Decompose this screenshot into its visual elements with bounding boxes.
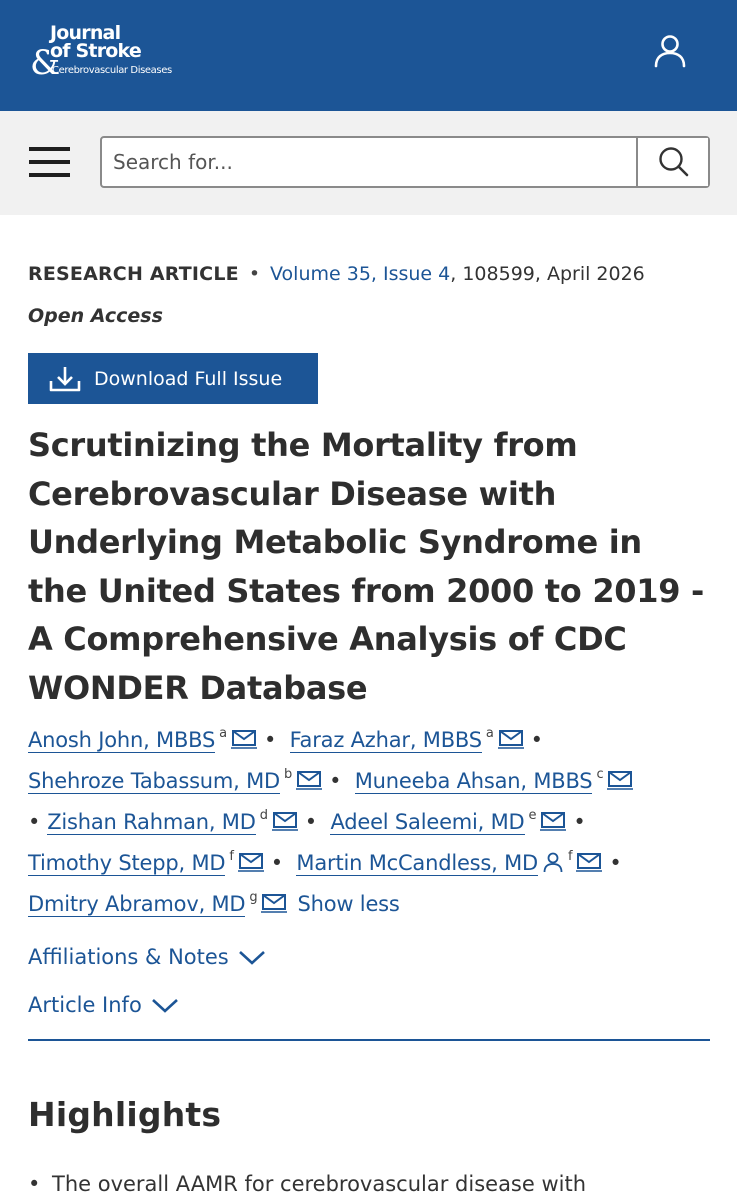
affiliation-sup[interactable]: b: [284, 767, 293, 782]
affiliation-sup[interactable]: a: [485, 726, 494, 741]
meta-separator: •: [248, 263, 261, 285]
download-label: Download Full Issue: [94, 367, 283, 390]
author-name-link[interactable]: Zishan Rahman, MD: [47, 810, 256, 834]
email-icon[interactable]: [272, 811, 298, 831]
email-icon[interactable]: [231, 729, 257, 749]
highlights-heading: Highlights: [28, 1095, 222, 1134]
author-separator: •: [530, 728, 543, 752]
article-title: Scrutinizing the Mortality from Cerebrovascular Disease with Underlying Metabolic Syndrome in the United States from 2000 to 2019 - A Comprehensive Analysis of CDC WONDER Database: [28, 426, 705, 707]
author-name-link[interactable]: Faraz Azhar, MBBS: [289, 728, 482, 752]
search-button[interactable]: [636, 138, 708, 186]
bullet: •: [28, 1172, 41, 1196]
affiliation-sup[interactable]: e: [528, 808, 537, 823]
author-separator: •: [28, 810, 41, 834]
affiliation-sup[interactable]: f: [229, 849, 234, 864]
user-icon: [651, 32, 689, 70]
logo-ampersand: &: [30, 43, 61, 83]
search-icon: [638, 138, 710, 186]
email-icon[interactable]: [261, 893, 287, 913]
logo-line-3: Cerebrovascular Diseases: [52, 65, 172, 76]
email-icon[interactable]: [498, 729, 524, 749]
author-name-link[interactable]: Timothy Stepp, MD: [28, 851, 226, 875]
author-item: [290, 728, 524, 752]
affiliations-label: Affiliations & Notes: [28, 945, 229, 969]
search-box: [100, 136, 710, 188]
search-input[interactable]: [102, 138, 636, 186]
author-separator: •: [329, 769, 342, 793]
author-item: [330, 810, 566, 834]
article-meta: [28, 263, 645, 285]
chevron-down-icon: [237, 947, 267, 967]
author-name-link[interactable]: Adeel Saleemi, MD: [330, 810, 525, 834]
corresponding-author-icon[interactable]: [542, 851, 564, 873]
author-separator: •: [270, 851, 283, 875]
search-bar: [0, 111, 737, 215]
email-icon[interactable]: [238, 852, 264, 872]
chevron-down-icon: [150, 995, 180, 1015]
open-access-label: Open Access: [28, 305, 163, 327]
author-item: [28, 851, 264, 875]
article-info-toggle[interactable]: [28, 993, 180, 1017]
user-account-button[interactable]: [651, 32, 689, 70]
author-name-link[interactable]: Martin McCandless, MD: [296, 851, 539, 875]
author-item: [28, 892, 287, 916]
email-icon[interactable]: [296, 770, 322, 790]
email-icon[interactable]: [540, 811, 566, 831]
top-header: [0, 0, 737, 111]
affiliation-sup[interactable]: a: [219, 726, 227, 741]
author-item: [28, 728, 257, 752]
author-item: [296, 851, 602, 875]
author-list: [28, 720, 718, 925]
author-item: [47, 810, 298, 834]
author-name-link[interactable]: Anosh John, MBBS: [28, 728, 216, 752]
highlight-item: [28, 1172, 586, 1196]
author-name-link[interactable]: Shehroze Tabassum, MD: [28, 769, 281, 793]
volume-link[interactable]: Volume 35, Issue 4: [270, 263, 451, 285]
logo-line-2: of Stroke: [50, 40, 141, 62]
email-icon[interactable]: [576, 852, 602, 872]
volume-details: , 108599, April 2026: [450, 263, 645, 285]
author-name-link[interactable]: Dmitry Abramov, MD: [28, 892, 246, 916]
affiliation-sup[interactable]: c: [596, 767, 604, 782]
affiliation-sup[interactable]: g: [249, 890, 258, 905]
menu-button[interactable]: [29, 147, 70, 177]
logo-line-1: Journal: [50, 22, 121, 44]
author-separator: •: [609, 851, 622, 875]
download-icon: [48, 364, 82, 394]
article-type: RESEARCH ARTICLE: [28, 263, 239, 285]
journal-logo[interactable]: [30, 24, 190, 84]
author-separator: •: [573, 810, 586, 834]
email-icon[interactable]: [607, 770, 633, 790]
author-item: [28, 769, 322, 793]
affiliation-sup[interactable]: f: [568, 849, 573, 864]
affiliations-toggle[interactable]: [28, 945, 267, 969]
author-item: [355, 769, 634, 793]
article-info-label: Article Info: [28, 993, 142, 1017]
show-less-link[interactable]: Show less: [297, 892, 400, 916]
download-full-issue-button[interactable]: [28, 353, 318, 404]
highlight-text: The overall AAMR for cerebrovascular disease with: [52, 1172, 587, 1196]
author-separator: •: [263, 728, 277, 752]
section-divider: [28, 1039, 710, 1041]
author-name-link[interactable]: Muneeba Ahsan, MBBS: [354, 769, 593, 793]
affiliation-sup[interactable]: d: [259, 808, 268, 823]
author-separator: •: [304, 810, 317, 834]
